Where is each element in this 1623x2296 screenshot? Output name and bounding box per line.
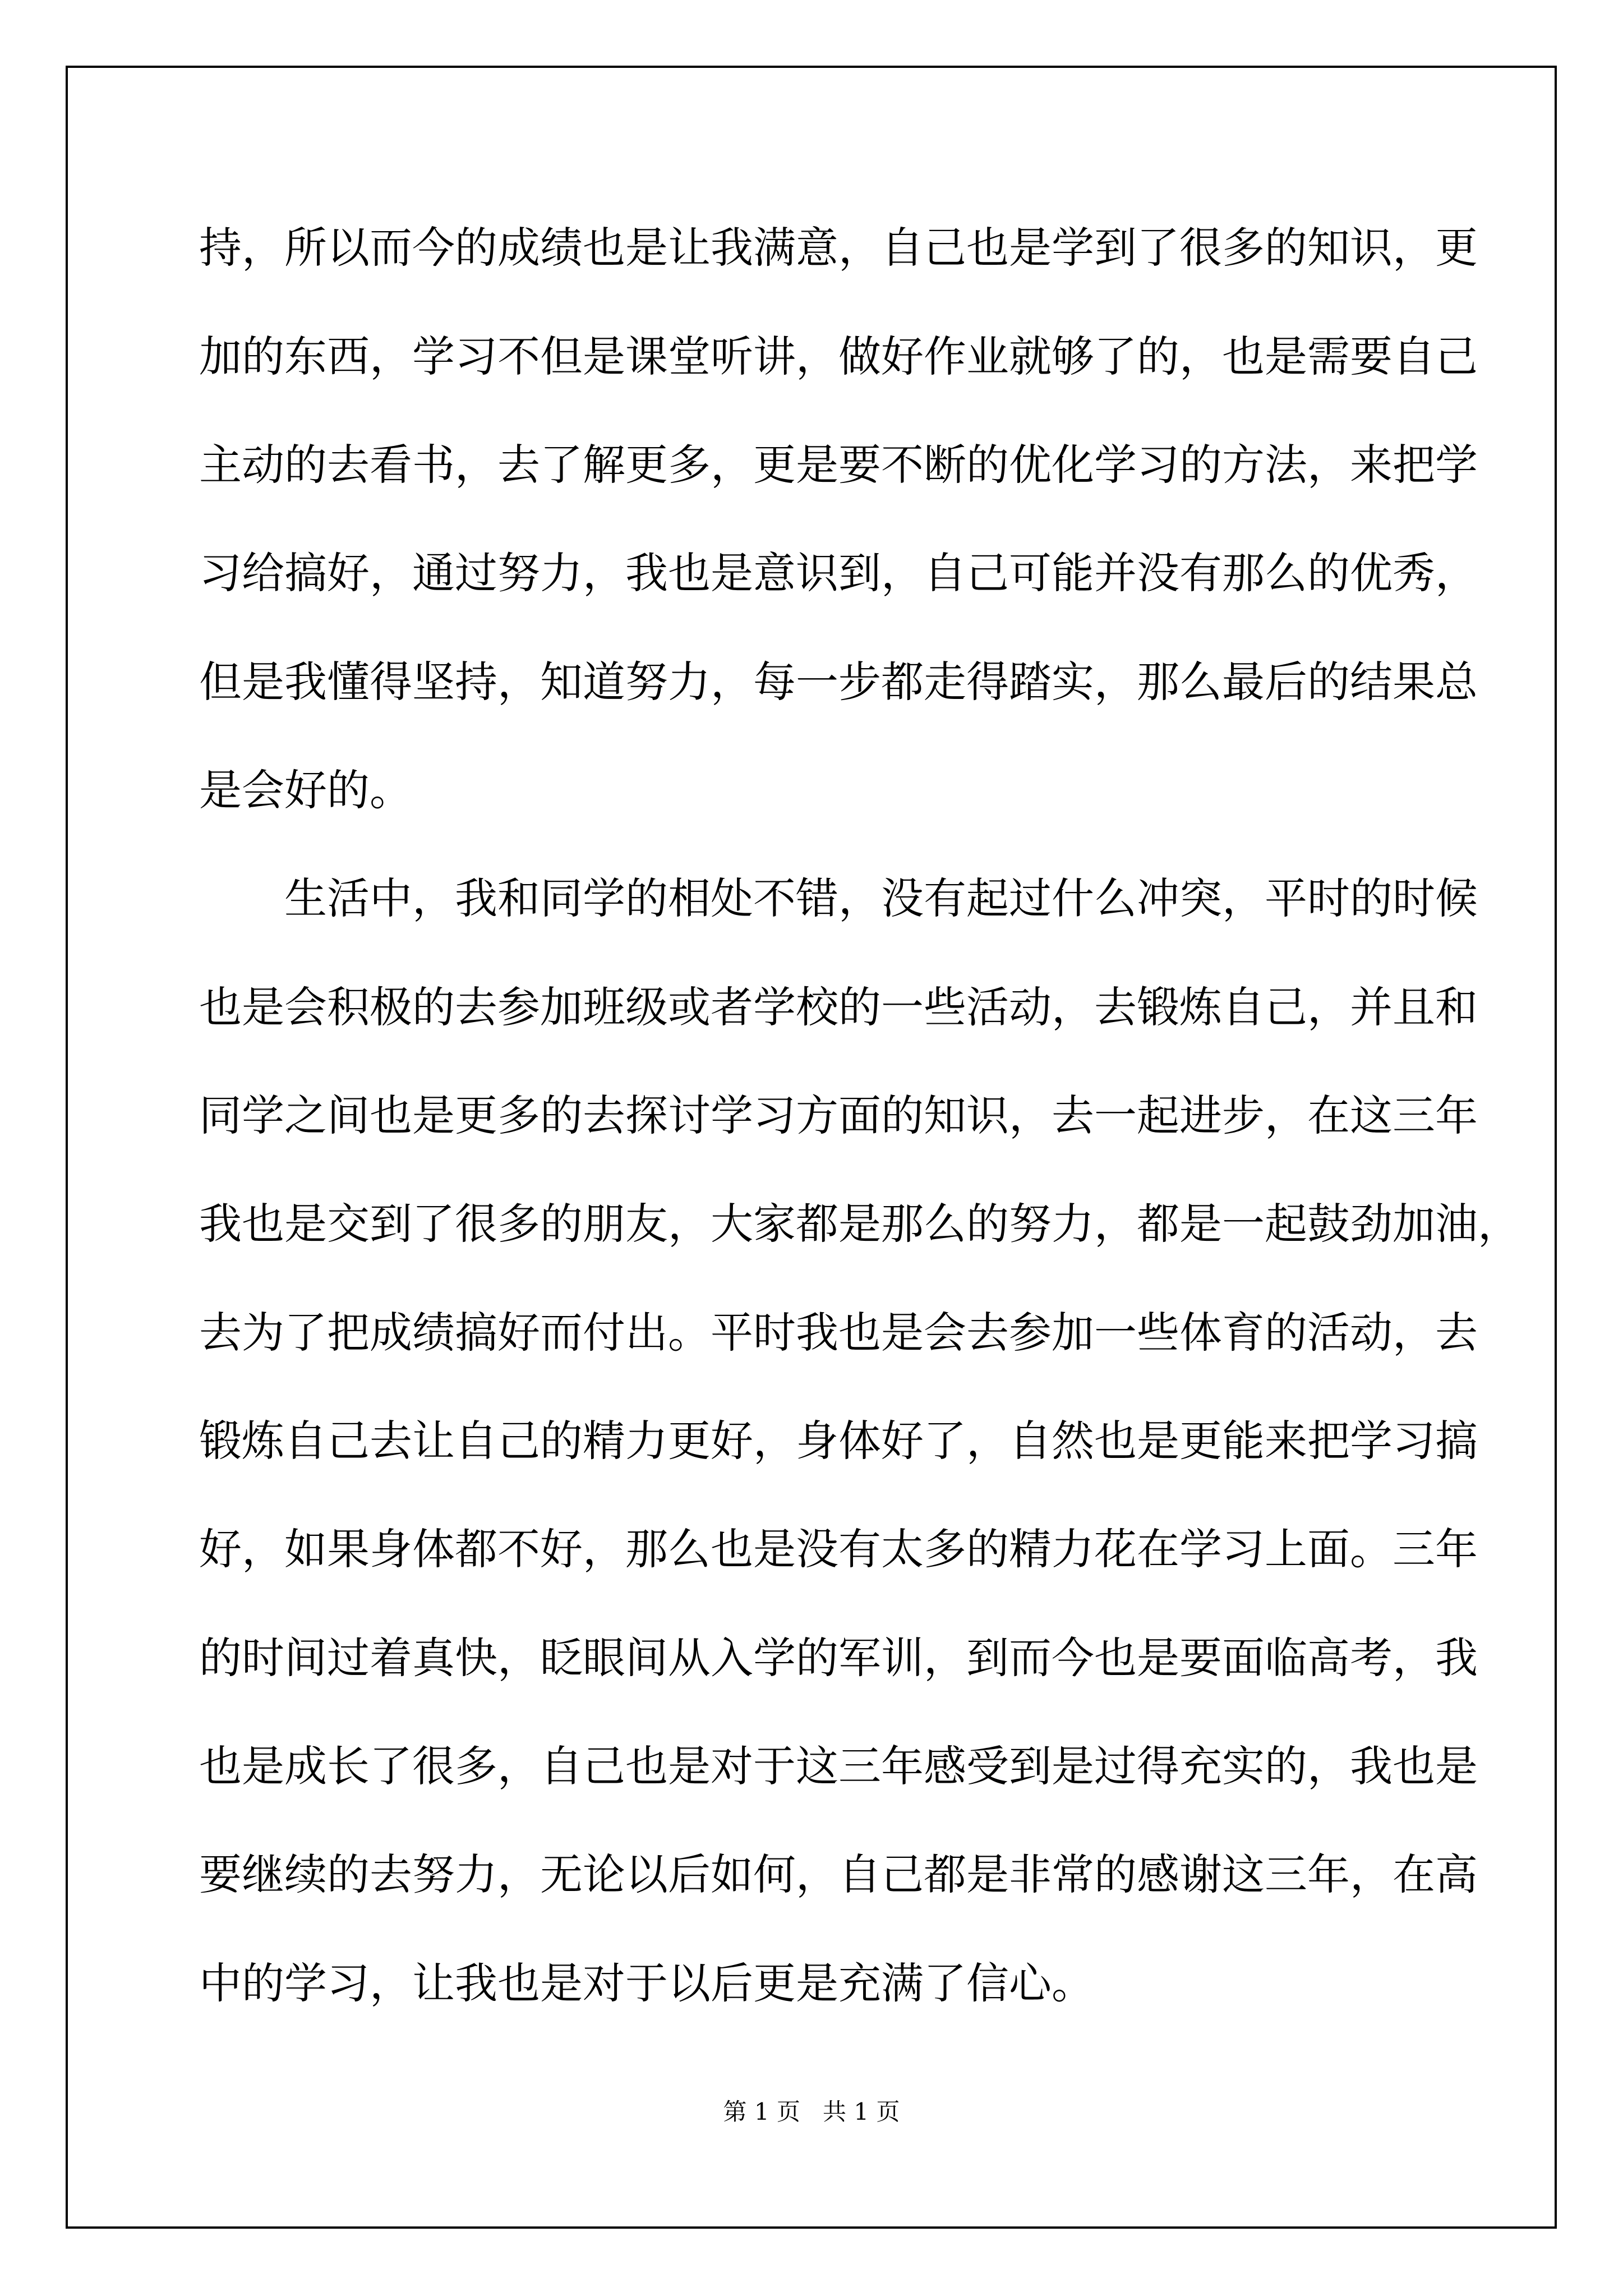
paragraph-2-line-1: 生活中，我和同学的相处不错，没有起过什么冲突，平时的时候 <box>284 873 1478 923</box>
paragraph-1-line-5: 但是我懂得坚持，知道努力，每一步都走得踏实，那么最后的结果总 <box>199 657 1478 707</box>
paragraph-1-line-3: 主动的去看书，去了解更多，更是要不断的优化学习的方法，来把学 <box>199 440 1478 490</box>
paragraph-2-line-8: 的时间过着真快，眨眼间从入学的军训，到而今也是要面临高考，我 <box>199 1633 1478 1683</box>
paragraph-2-line-11: 中的学习，让我也是对于以后更是充满了信心。 <box>199 1958 1094 2008</box>
paragraph-1-line-1: 持，所以而今的成绩也是让我满意，自己也是学到了很多的知识，更 <box>199 223 1478 273</box>
paragraph-2-line-5: 去为了把成绩搞好而付出。平时我也是会去参加一些体育的活动，去 <box>199 1308 1478 1358</box>
paragraph-1-line-4: 习给搞好，通过努力，我也是意识到，自己可能并没有那么的优秀， <box>199 548 1478 598</box>
paragraph-2-line-2: 也是会积极的去参加班级或者学校的一些活动，去锻炼自己，并且和 <box>199 982 1478 1032</box>
paragraph-1-line-6: 是会好的。 <box>199 765 412 815</box>
paragraph-2-line-10: 要继续的去努力，无论以后如何，自己都是非常的感谢这三年，在高 <box>199 1849 1478 1899</box>
paragraph-2-line-9: 也是成长了很多，自己也是对于这三年感受到是过得充实的，我也是 <box>199 1741 1478 1791</box>
paragraph-1-line-2: 加的东西，学习不但是课堂听讲，做好作业就够了的，也是需要自己 <box>199 332 1478 381</box>
paragraph-2-line-6: 锻炼自己去让自己的精力更好，身体好了，自然也是更能来把学习搞 <box>199 1416 1478 1466</box>
paragraph-2-line-3: 同学之间也是更多的去探讨学习方面的知识，去一起进步，在这三年 <box>199 1091 1478 1140</box>
page-border <box>66 66 1557 2229</box>
paragraph-2-line-7: 好，如果身体都不好，那么也是没有太多的精力花在学习上面。三年 <box>199 1524 1478 1574</box>
page-number-footer: 第 1 页 共 1 页 <box>723 2098 900 2125</box>
paragraph-2-line-4: 我也是交到了很多的朋友，大家都是那么的努力，都是一起鼓劲加油， <box>199 1199 1520 1249</box>
